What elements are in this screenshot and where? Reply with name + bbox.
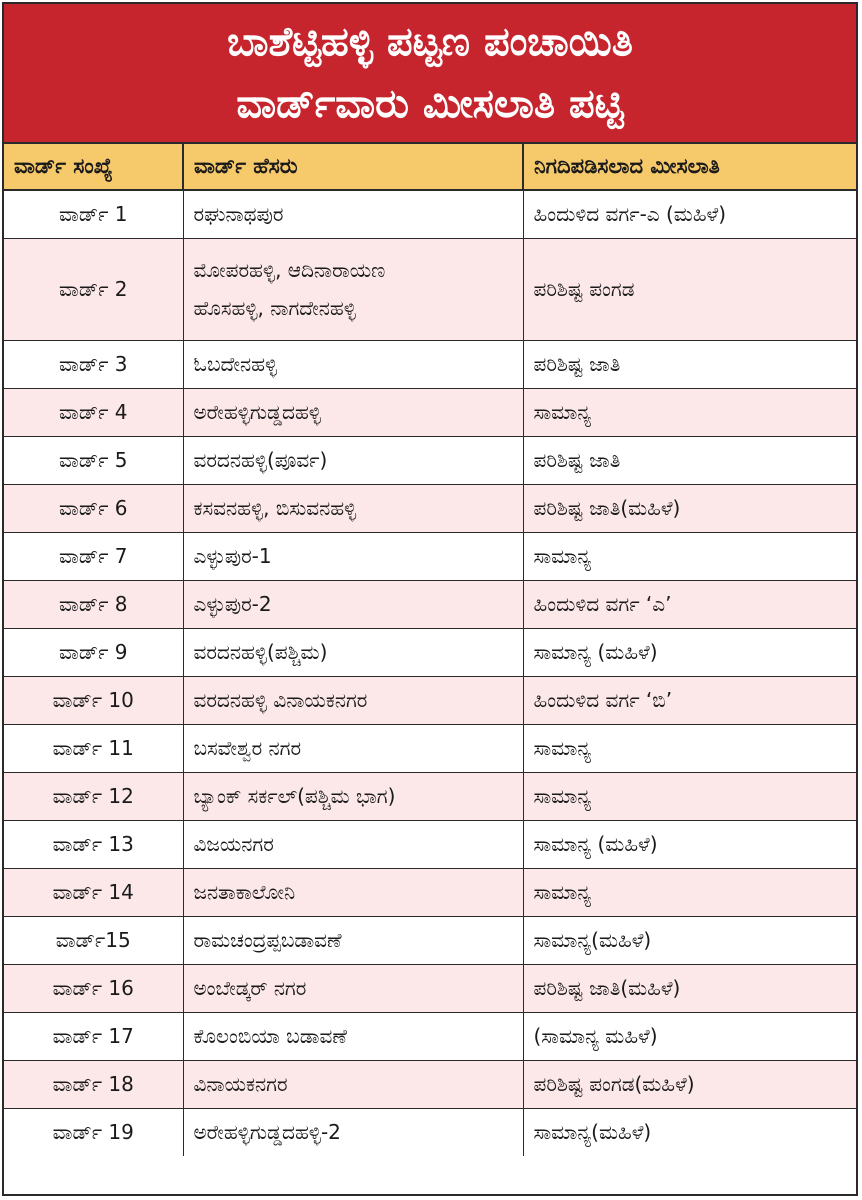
cell-ward-name: ರಘುನಾಥಪುರ bbox=[183, 190, 523, 238]
ward-reservation-table bbox=[4, 144, 856, 1156]
table-row bbox=[4, 724, 856, 772]
cell-ward-number: ವಾರ್ಡ್ 1 bbox=[4, 190, 183, 238]
table-row bbox=[4, 484, 856, 532]
cell-ward-name: ಅಂಬೇಡ್ಕರ್ ನಗರ bbox=[183, 964, 523, 1012]
cell-ward-name: ಜನತಾಕಾಲೋನಿ bbox=[183, 868, 523, 916]
table-row bbox=[4, 388, 856, 436]
cell-ward-number: ವಾರ್ಡ್ 5 bbox=[4, 436, 183, 484]
cell-reservation: ಪರಿಶಿಷ್ಟ ಜಾತಿ(ಮಹಿಳೆ) bbox=[523, 484, 856, 532]
table-row bbox=[4, 964, 856, 1012]
cell-reservation: ಸಾಮಾನ್ಯ (ಮಹಿಳೆ) bbox=[523, 628, 856, 676]
cell-ward-name: ಕೊಲಂಬಿಯಾ ಬಡಾವಣೆ bbox=[183, 1012, 523, 1060]
cell-ward-name: ವರದನಹಳ್ಳಿ(ಪಶ್ಚಿಮ) bbox=[183, 628, 523, 676]
cell-reservation: ಸಾಮಾನ್ಯ(ಮಹಿಳೆ) bbox=[523, 916, 856, 964]
cell-ward-number: ವಾರ್ಡ್ 3 bbox=[4, 340, 183, 388]
cell-reservation: ಪರಿಶಿಷ್ಟ ಜಾತಿ bbox=[523, 340, 856, 388]
table-row bbox=[4, 916, 856, 964]
cell-ward-name: ಬ್ಯಾಂಕ್ ಸರ್ಕಲ್(ಪಶ್ಚಿಮ ಭಾಗ) bbox=[183, 772, 523, 820]
header-ward-number: ವಾರ್ಡ್ ಸಂಖ್ಯೆ bbox=[4, 144, 183, 190]
cell-reservation: (ಸಾಮಾನ್ಯ ಮಹಿಳೆ) bbox=[523, 1012, 856, 1060]
cell-ward-number: ವಾರ್ಡ್ 16 bbox=[4, 964, 183, 1012]
cell-reservation: ಪರಿಶಿಷ್ಟ ಜಾತಿ(ಮಹಿಳೆ) bbox=[523, 964, 856, 1012]
title-banner bbox=[4, 4, 856, 144]
reservation-list-card bbox=[2, 2, 858, 1196]
cell-ward-number: ವಾರ್ಡ್ 4 bbox=[4, 388, 183, 436]
cell-ward-number: ವಾರ್ಡ್ 19 bbox=[4, 1108, 183, 1156]
cell-ward-number: ವಾರ್ಡ್ 6 bbox=[4, 484, 183, 532]
cell-reservation: ಪರಿಶಿಷ್ಟ ಪಂಗಡ bbox=[523, 238, 856, 340]
title-line-2: ವಾರ್ಡ್‌ವಾರು ಮೀಸಲಾತಿ ಪಟ್ಟಿ bbox=[236, 81, 624, 127]
table-row bbox=[4, 676, 856, 724]
cell-reservation: ಹಿಂದುಳಿದ ವರ್ಗ ‘ಬಿ’ bbox=[523, 676, 856, 724]
cell-ward-name: ಎಳ್ಳುಪುರ-1 bbox=[183, 532, 523, 580]
cell-ward-name bbox=[183, 238, 523, 340]
cell-ward-name: ಬಸವೇಶ್ವರ ನಗರ bbox=[183, 724, 523, 772]
cell-ward-name: ವಿಜಯನಗರ bbox=[183, 820, 523, 868]
cell-ward-number: ವಾರ್ಡ್ 17 bbox=[4, 1012, 183, 1060]
table-row bbox=[4, 340, 856, 388]
cell-reservation: ಹಿಂದುಳಿದ ವರ್ಗ ‘ಎ’ bbox=[523, 580, 856, 628]
table-header-row bbox=[4, 144, 856, 190]
cell-ward-name: ಓಬದೇನಹಳ್ಳಿ bbox=[183, 340, 523, 388]
cell-ward-number: ವಾರ್ಡ್ 7 bbox=[4, 532, 183, 580]
cell-reservation: ಹಿಂದುಳಿದ ವರ್ಗ-ಎ (ಮಹಿಳೆ) bbox=[523, 190, 856, 238]
cell-ward-number: ವಾರ್ಡ್ 9 bbox=[4, 628, 183, 676]
cell-reservation: ಸಾಮಾನ್ಯ bbox=[523, 772, 856, 820]
table-row bbox=[4, 1108, 856, 1156]
table-row bbox=[4, 238, 856, 340]
cell-reservation: ಪರಿಶಿಷ್ಟ ಪಂಗಡ(ಮಹಿಳೆ) bbox=[523, 1060, 856, 1108]
table-row bbox=[4, 580, 856, 628]
cell-ward-name: ವರದನಹಳ್ಳಿ(ಪೂರ್ವ) bbox=[183, 436, 523, 484]
cell-reservation: ಸಾಮಾನ್ಯ bbox=[523, 532, 856, 580]
title-line-1: ಬಾಶೆಟ್ಟಿಹಳ್ಳಿ ಪಟ್ಟಣ ಪಂಚಾಯಿತಿ bbox=[227, 19, 633, 65]
cell-ward-number: ವಾರ್ಡ್ 14 bbox=[4, 868, 183, 916]
cell-ward-number: ವಾರ್ಡ್ 10 bbox=[4, 676, 183, 724]
cell-ward-number: ವಾರ್ಡ್ 2 bbox=[4, 238, 183, 340]
table-row bbox=[4, 190, 856, 238]
cell-ward-name: ರಾಮಚಂದ್ರಪ್ಪಬಡಾವಣೆ bbox=[183, 916, 523, 964]
cell-ward-name: ಅರೇಹಳ್ಳಿಗುಡ್ಡದಹಳ್ಳಿ bbox=[183, 388, 523, 436]
cell-ward-name: ಕಸವನಹಳ್ಳಿ, ಬಿಸುವನಹಳ್ಳಿ bbox=[183, 484, 523, 532]
cell-ward-name: ವಿನಾಯಕನಗರ bbox=[183, 1060, 523, 1108]
table-row bbox=[4, 532, 856, 580]
cell-ward-name: ಅರೇಹಳ್ಳಿಗುಡ್ಡದಹಳ್ಳಿ-2 bbox=[183, 1108, 523, 1156]
cell-ward-number: ವಾರ್ಡ್ 12 bbox=[4, 772, 183, 820]
header-reservation: ನಿಗದಿಪಡಿಸಲಾದ ಮೀಸಲಾತಿ bbox=[523, 144, 856, 190]
table-row bbox=[4, 868, 856, 916]
cell-ward-number: ವಾರ್ಡ್ 18 bbox=[4, 1060, 183, 1108]
cell-ward-number: ವಾರ್ಡ್ 13 bbox=[4, 820, 183, 868]
cell-reservation: ಸಾಮಾನ್ಯ (ಮಹಿಳೆ) bbox=[523, 820, 856, 868]
ward-name-line-1: ಮೋಪರಹಳ್ಳಿ, ಆದಿನಾರಾಯಣ bbox=[193, 258, 386, 282]
cell-ward-number: ವಾರ್ಡ್ 11 bbox=[4, 724, 183, 772]
table-row bbox=[4, 820, 856, 868]
table-row bbox=[4, 628, 856, 676]
cell-reservation: ಪರಿಶಿಷ್ಟ ಜಾತಿ bbox=[523, 436, 856, 484]
table-row bbox=[4, 1012, 856, 1060]
table-row bbox=[4, 1060, 856, 1108]
cell-ward-name: ಎಳ್ಳುಪುರ-2 bbox=[183, 580, 523, 628]
cell-reservation: ಸಾಮಾನ್ಯ(ಮಹಿಳೆ) bbox=[523, 1108, 856, 1156]
ward-name-line-2: ಹೊಸಹಳ್ಳಿ, ನಾಗದೇನಹಳ್ಳಿ bbox=[193, 296, 356, 320]
cell-reservation: ಸಾಮಾನ್ಯ bbox=[523, 388, 856, 436]
cell-ward-number: ವಾರ್ಡ್ 8 bbox=[4, 580, 183, 628]
header-ward-name: ವಾರ್ಡ್ ಹೆಸರು bbox=[183, 144, 523, 190]
table-row bbox=[4, 772, 856, 820]
cell-ward-number: ವಾರ್ಡ್15 bbox=[4, 916, 183, 964]
table-row bbox=[4, 436, 856, 484]
cell-reservation: ಸಾಮಾನ್ಯ bbox=[523, 724, 856, 772]
cell-ward-name: ವರದನಹಳ್ಳಿ ವಿನಾಯಕನಗರ bbox=[183, 676, 523, 724]
cell-reservation: ಸಾಮಾನ್ಯ bbox=[523, 868, 856, 916]
